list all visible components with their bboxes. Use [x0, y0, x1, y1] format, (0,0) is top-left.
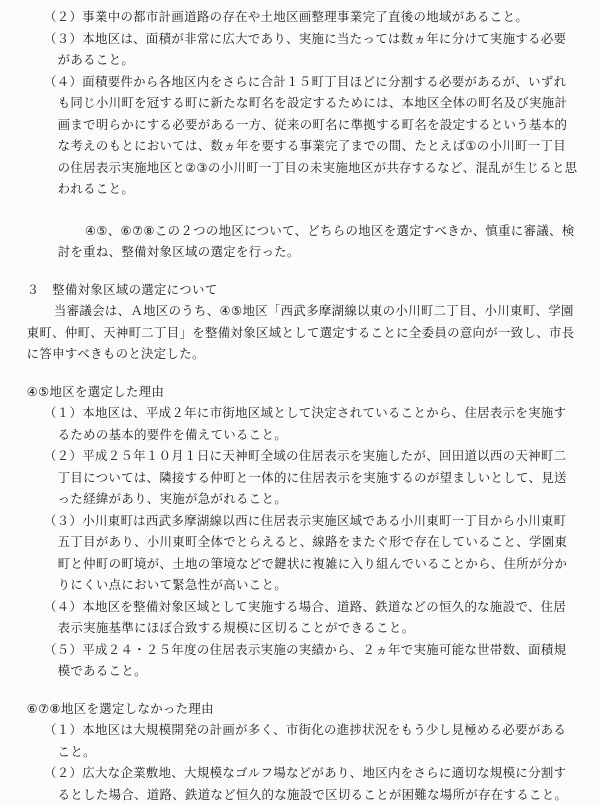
list-item: （３）小川東町は西武多摩湖線以西に住居表示実施区域である小川東町一丁目から小川東町五丁目があり、小川東町全体でとらえると、線路をまたぐ形で存在していること、学園東町と仲町の町境が、土地の筆境などで鍵状に複雑に入り組んでいることから、住所が分かりにくい点において緊急性が高いこと。 [44, 512, 568, 592]
list-item: （４）本地区を整備対象区域として実施する場合、道路、鉄道などの恒久的な施設で、住居表示実施基準にほぼ合致する規模に区切ることができること。 [44, 598, 567, 635]
list-item: （４）面積要件から各地区内をさらに合計１５町丁目ほどに分割する必要があるが、いずれも同じ小川町を冠する町に新たな町名を設定するためには、本地区全体の町名及び実施計画まで明らかにする必要がある一方、従来の町名に準拠する町名を設定するという基本的な考えのもとにおいては、数ヵ年を要する事業完了までの間、たとえば①の小川町一丁目の住居表示実施地区と②③の小川町一丁目の未実施地区が共存するなど、混乱が生じると思われること。 [44, 73, 578, 196]
list-item: （２）広大な企業敷地、大規模なゴルフ場などがあり、地区内をさらに適切な規模に分割するとした場合、道路、鉄道など恒久的な施設で区切ることが困難な場所が存在すること。 [44, 765, 568, 802]
list-item: （３）本地区は、面積が非常に広大であり、実施に当たっては数ヵ年に分けて実施する必要があること。 [44, 30, 567, 67]
list-item: （２）事業中の都市計画道路の存在や土地区画整理事業完了直後の地域があること。 [44, 9, 529, 24]
not-selected-reasons-heading: ⑥⑦⑧地区を選定しなかった理由 [26, 700, 214, 716]
list-item: （１）本地区は、平成２年に市街地区域として決定されていることから、住居表示を実施するための基本的要件を備えていること。 [44, 405, 567, 442]
section-3-heading: ３ 整備対象区域の選定について [26, 281, 218, 297]
list-item: （１）本地区は大規模開発の計画が多く、市街化の進捗状況をもう少し見極める必要があること。 [44, 722, 567, 759]
list-item: （５）平成２４・２５年度の住居表示実施の実績から、２ヵ年で実施可能な世帯数、面積規模であること。 [44, 641, 567, 678]
selected-reasons-heading: ④⑤地区を選定した理由 [26, 383, 165, 399]
deliberation-paragraph: ④⑤、⑥⑦⑧この２つの地区について、どちらの地区を選定すべきか、慎重に審議、検討を重ね、整備対象区域の選定を行った。 [57, 222, 575, 259]
list-item: （２）平成２５年１０月１日に天神町全域の住居表示を実施したが、回田道以西の天神町二丁目については、隣接する仲町と一体的に住居表示を実施するのが望ましいとして、見送った経緯があり、実施が急がれること。 [44, 448, 567, 506]
section-3-body: 当審議会は、Ａ地区のうち、④⑤地区「西武多摩湖線以東の小川町二丁目、小川東町、学園東町、仲町、天神町二丁目」を整備対象区域として選定することに全委員の意向が一致し、市長に答申すべきものと決定した。 [26, 303, 575, 361]
